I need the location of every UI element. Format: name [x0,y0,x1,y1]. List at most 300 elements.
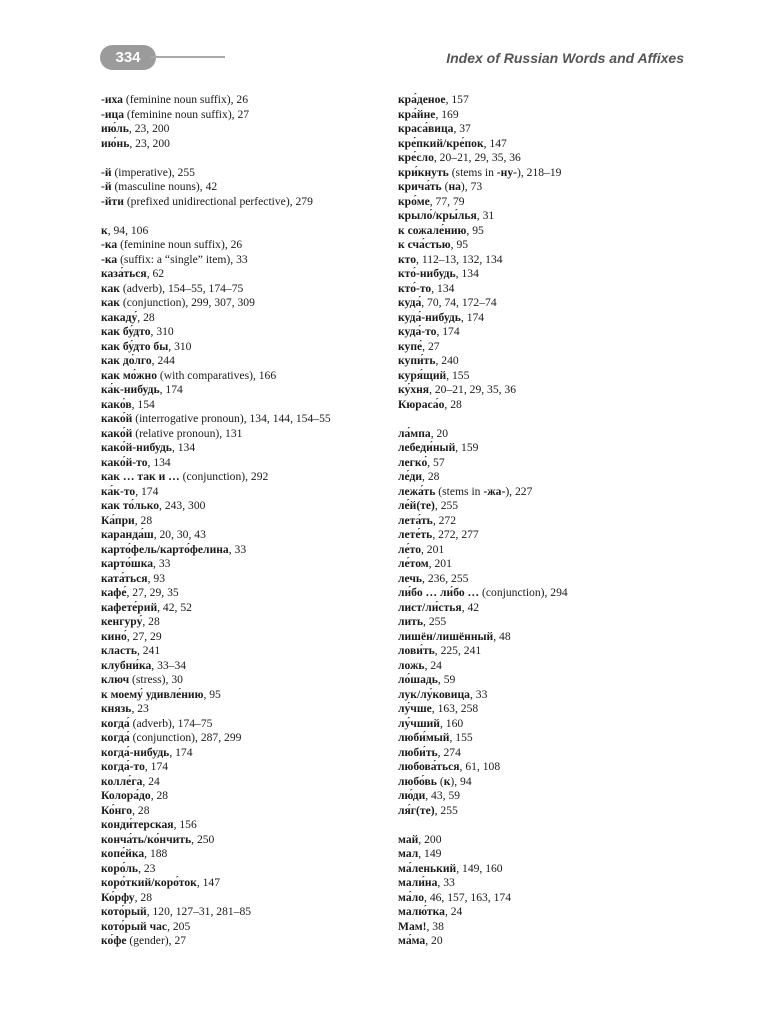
entry-locator: , 43, 59 [425,789,461,802]
index-entry [101,195,391,210]
index-entry [398,601,688,616]
entry-headword: ию́нь [101,136,130,150]
index-entry [101,746,391,761]
index-entry [101,920,391,935]
entry-locator: (stress), 30 [129,673,183,686]
entry-headword: ло́шадь [398,673,438,686]
entry-locator: , 28 [137,310,155,324]
entry-headword: -иха [101,93,123,106]
entry-locator: (conjunction), 287, 299 [129,731,242,744]
entry-locator: (with comparatives), 166 [157,368,277,382]
entry-headword: ля́г(те) [398,803,435,817]
entry-headword: ле́й(те) [398,499,435,512]
index-entry [101,238,391,253]
entry-locator: , 174 [159,383,183,396]
index-entry [101,296,391,311]
entry-locator: , 20 [430,426,449,440]
entry-headword: -ка [101,252,118,266]
entry-headword: крича́ть [398,180,442,193]
entry-locator: , 33 [437,876,455,889]
entry-inline-bold: -ну- [496,165,517,179]
entry-headword: краса́вица [398,122,454,135]
entry-locator: , 274 [437,745,461,759]
entry-locator: , 31 [476,209,495,222]
entry-headword: май [398,832,419,846]
page-header [0,0,783,80]
entry-locator: , 23 [131,702,149,715]
entry-headword: купе́ [398,339,423,353]
entry-locator: , 27, 29, 35 [126,586,179,599]
index-entry [101,905,391,920]
index-entry [101,224,391,239]
index-entry [101,847,391,862]
index-entry [398,557,688,572]
entry-headword: к моему́ удивле́нию [101,687,204,701]
entry-locator: (suffix: a “single” item), 33 [117,252,248,266]
entry-locator: , 201 [421,542,445,556]
entry-locator: (adverb), 154–55, 174–75 [119,281,244,295]
entry-locator: , 42 [461,600,480,614]
entry-headword: ложь [398,658,425,672]
entry-headword: ле́ди [398,470,423,483]
entry-headword: ма́ло [398,890,425,904]
entry-headword: лежа́ть [398,484,436,498]
entry-headword: лебеди́ный [398,441,456,454]
entry-locator: , 134 [455,267,479,280]
entry-headword: ле́то [398,542,421,556]
index-entry [101,717,391,732]
entry-headword: кто [398,252,417,266]
entry-locator: (feminine noun suffix), 26 [117,238,243,251]
entry-locator: , 28 [134,513,153,527]
entry-locator: , 255 [423,615,447,628]
index-entry [101,282,391,297]
index-entry [398,398,688,413]
entry-headword: -ица [101,107,125,121]
index-entry [398,224,688,239]
index-entry [101,456,391,471]
entry-headword: какаду́ [101,310,138,324]
entry-headword: князь [101,702,132,715]
index-entry [101,267,391,282]
entry-headword: Мам! [398,919,427,933]
entry-locator: (masculine nouns), 42 [111,180,218,193]
entry-locator: , 23 [138,861,156,875]
entry-locator: (на), 73 [441,180,483,193]
entry-headword: како́в [101,397,132,411]
index-entry [101,688,391,703]
index-entry [398,267,688,282]
entry-locator: , 20 [425,934,443,947]
entry-headword: како́й [101,412,133,425]
index-entry [398,383,688,398]
entry-locator: , 310 [168,339,192,353]
entry-locator: , 255 [434,803,458,817]
index-entry [398,615,688,630]
index-entry [101,166,391,181]
index-entry [101,485,391,500]
index-entry [101,543,391,558]
index-entry [101,441,391,456]
entry-headword: ли́бо … ли́бо … [398,586,480,599]
index-entry [398,630,688,645]
index-entry [398,731,688,746]
index-entry [398,717,688,732]
entry-headword: люби́мый [398,731,450,744]
entry-locator: , 134 [171,441,196,454]
entry-headword: колле́га [101,774,143,788]
index-entry [398,543,688,558]
entry-headword: Ко́рфу [101,890,135,904]
entry-locator: , 160 [440,716,464,730]
entry-headword: коро́ткий/коро́ток [101,876,197,889]
index-entry [398,673,688,688]
index-entry [101,833,391,848]
entry-locator: , 38 [426,919,444,933]
entry-locator: , 272, 277 [432,528,479,541]
entry-headword: Ко́нго [101,803,133,817]
entry-headword: Кюраса́о [398,397,445,411]
entry-inline-bold: на [448,180,461,193]
entry-locator: , 24 [444,905,463,918]
index-entry [101,470,391,485]
entry-headword: кра́деное [398,93,446,106]
index-entry [398,514,688,529]
entry-headword: куда́-то [398,325,437,338]
entry-locator: (к), 94 [436,774,472,788]
entry-inline-bold: к [443,774,451,788]
index-entry [398,427,688,442]
index-entry [398,644,688,659]
index-entry [398,702,688,717]
entry-locator: , 163, 258 [431,702,479,715]
entry-headword: куря́щий [398,368,447,382]
index-entry [398,760,688,775]
entry-locator: , 174 [169,745,193,759]
entry-headword: куда́-нибудь [398,310,461,324]
entry-headword: когда́ [101,716,130,730]
index-entry [398,209,688,224]
index-entry [101,702,391,717]
entry-headword: како́й-нибудь [101,441,172,454]
entry-headword: ла́мпа [398,426,431,440]
index-entry [101,557,391,572]
entry-locator: , 134 [147,455,171,469]
entry-headword: когда́-нибудь [101,745,170,759]
entry-locator: , 28 [134,890,152,904]
index-entry [101,644,391,659]
entry-locator: , 61, 108 [459,760,501,773]
index-entry [398,354,688,369]
index-entry [101,804,391,819]
entry-headword: -й [101,180,112,193]
entry-locator: , 95 [466,223,484,237]
entry-headword: лечь [398,571,423,585]
entry-headword: лишён/лишённый [398,629,494,643]
index-entry [101,122,391,137]
entry-locator: (feminine noun suffix), 27 [124,107,250,121]
index-entry [101,673,391,688]
index-entry [398,151,688,166]
entry-headword: как то́лько [101,499,160,512]
entry-locator: (prefixed unidirectional perfective), 279 [123,194,313,208]
entry-locator: (interrogative pronoun), 134, 144, 154–55 [132,412,331,425]
index-entry [101,731,391,746]
index-entry [398,93,688,108]
entry-locator: , 94, 106 [107,223,149,237]
entry-headword: ключ [101,673,130,686]
entry-locator: , 24 [424,658,442,672]
entry-headword: малю́тка [398,905,445,918]
entry-headword: ле́том [398,557,429,570]
entry-locator: , 240 [435,354,459,367]
entry-locator: , 236, 255 [422,571,469,585]
index-entry [101,659,391,674]
entry-locator: , 174 [460,310,485,324]
entry-headword: крыло́/кры́лья [398,209,477,222]
entry-headword: лете́ть [398,528,433,541]
index-entry [101,137,391,152]
index-entry [101,354,391,369]
entry-headword: ма́ма [398,934,426,947]
entry-locator: , 147 [196,876,220,889]
index-entry [101,630,391,645]
entry-headword: как [101,296,120,309]
entry-headword: кро́ме [398,194,430,208]
entry-headword: клубни́ка [101,658,152,672]
entry-locator: , 33 [469,687,488,701]
index-entry [101,789,391,804]
entry-locator: , 200 [418,832,442,846]
entry-locator: , 243, 300 [159,499,206,512]
entry-headword: конди́терская [101,818,174,831]
entry-locator: (imperative), 255 [111,165,195,179]
index-entry [398,238,688,253]
entry-locator: , 23, 200 [128,122,170,135]
index-entry [101,876,391,891]
index-entry [398,934,688,949]
index-entry [398,108,688,123]
entry-locator: , 155 [446,368,470,382]
entry-headword: кино́ [101,629,127,643]
entry-locator: , 28 [444,397,462,411]
index-entry [101,601,391,616]
entry-headword: ма́ленький [398,861,457,875]
entry-locator: , 147 [483,136,507,150]
entry-headword: кре́сло [398,151,434,164]
entry-headword: кото́рый час [101,919,168,933]
entry-locator: , 174 [144,760,169,773]
entry-locator: (adverb), 174–75 [129,716,213,730]
entry-locator: , 20–21, 29, 35, 36 [429,383,517,396]
index-entry [101,180,391,195]
index-entry [101,891,391,906]
entry-locator: , 120, 127–31, 281–85 [146,905,252,918]
index-entry [398,789,688,804]
entry-headword: как [101,281,120,295]
entry-headword: к [101,223,108,237]
entry-locator: (stems in -ну-), 218–19 [448,165,562,179]
entry-headword: лук/лу́ковица [398,687,470,701]
index-entry [101,93,391,108]
entry-headword: как мо́жно [101,368,158,382]
entry-locator: , 149 [418,847,442,860]
entry-locator: , 27, 29 [126,629,162,643]
entry-headword: как бу́дто бы [101,339,169,353]
entry-locator: , 157 [445,93,469,106]
running-title: Index of Russian Words and Affixes [446,50,684,66]
entry-locator: , 95 [203,687,221,701]
entry-locator: , 255 [434,499,459,512]
entry-headword: класть [101,644,137,657]
index-entry [398,905,688,920]
entry-locator: , 42, 52 [157,600,192,614]
entry-headword: ку́хня [398,383,430,396]
index-entry [398,804,688,819]
index-entry [101,398,391,413]
index-entry [398,166,688,181]
entry-headword: любова́ться [398,760,460,773]
index-entry [101,325,391,340]
entry-headword: лу́чше [398,702,432,715]
entry-locator: , 33 [228,542,247,556]
index-entry [101,615,391,630]
index-entry [398,325,688,340]
index-entry [398,122,688,137]
index-entry [101,427,391,442]
entry-locator: , 155 [449,731,473,744]
entry-headword: куда́ [398,296,422,309]
entry-locator: , 244 [151,354,175,367]
entry-headword: кри́кнуть [398,165,449,179]
entry-headword: копе́йка [101,847,145,860]
entry-headword: -й [101,165,112,179]
index-entry [398,137,688,152]
entry-locator: , 112–13, 132, 134 [416,252,503,266]
entry-headword: когда́-то [101,760,145,773]
entry-headword: лить [398,615,424,628]
entry-locator: , 188 [144,847,168,860]
index-entry [101,572,391,587]
index-entry [101,514,391,529]
entry-locator: , 62 [146,267,165,280]
index-entry [398,311,688,326]
entry-headword: как … так и … [101,470,180,483]
entry-locator: , 134 [431,281,455,295]
entry-headword: ка́к-то [101,484,136,498]
index-entry [101,383,391,398]
entry-headword: Колора́до [101,789,151,802]
entry-locator: (conjunction), 292 [179,470,269,483]
page-number-badge: 334 [100,45,156,70]
entry-locator: , 77, 79 [429,194,465,208]
index-entry [398,470,688,485]
index-entry [101,499,391,514]
entry-headword: кото́рый [101,905,147,918]
index-entry [398,180,688,195]
entry-locator: , 201 [428,557,452,570]
index-entry [101,818,391,833]
entry-locator: , 159 [455,441,479,454]
index-entry [101,253,391,268]
entry-headword: ка́к-нибудь [101,383,160,396]
entry-locator: , 174 [135,484,159,498]
entry-headword: как бу́дто [101,325,151,338]
index-entry [398,441,688,456]
index-entry [398,572,688,587]
entry-headword: ката́ться [101,571,148,585]
index-entry [398,282,688,297]
entry-headword: кто́-нибудь [398,267,456,280]
entry-locator: , 241 [136,644,161,657]
index-entry [398,688,688,703]
entry-locator: , 46, 157, 163, 174 [424,890,511,904]
entry-headword: ию́ль [101,122,129,135]
index-entry [398,833,688,848]
entry-locator: , 33 [153,557,171,570]
index-entry [398,369,688,384]
index-entry [101,311,391,326]
entry-locator: , 28 [142,615,160,628]
entry-headword: Ка́при [101,513,135,527]
entry-locator: , 59 [437,673,456,686]
entry-locator: , 93 [147,571,165,585]
index-column-right [398,93,688,949]
entry-headword: как до́лго [101,354,152,367]
entry-headword: купи́ть [398,354,436,367]
entry-headword: ко́фе [101,934,127,947]
entry-headword: кафе́ [101,586,127,599]
entry-headword: -ка [101,238,118,251]
entry-locator: , 149, 160 [456,861,503,875]
entry-locator: , 174 [436,325,460,338]
index-entry [101,760,391,775]
entry-locator: , 225, 241 [434,644,482,657]
index-entry [398,586,688,601]
entry-locator: , 48 [493,629,511,643]
entry-locator: , 33–34 [151,658,187,672]
entry-headword: лу́чший [398,716,440,730]
entry-headword: кенгуру́ [101,615,143,628]
entry-inline-bold: -жа- [483,484,506,498]
index-entry [398,296,688,311]
index-entry [398,847,688,862]
entry-headword: коро́ль [101,861,139,875]
entry-locator: , 156 [173,818,197,831]
entry-locator: , 24 [142,774,160,788]
index-entry [398,340,688,355]
entry-headword: карто́шка [101,557,154,570]
entry-locator: , 27 [422,339,440,353]
entry-locator: , 28 [422,470,440,483]
entry-headword: каранда́ш [101,528,154,541]
entry-headword: кра́йне [398,107,436,121]
index-entry [398,876,688,891]
entry-locator: , 20–21, 29, 35, 36 [433,151,521,164]
index-entry [101,862,391,877]
index-entry [398,195,688,210]
entry-headword: любо́вь [398,774,437,788]
index-entry [398,456,688,471]
index-entry [101,412,391,427]
entry-locator: , 169 [435,107,459,121]
entry-headword: кафете́рий [101,600,158,614]
index-entry [398,659,688,674]
index-entry [101,934,391,949]
index-entry [398,499,688,514]
entry-headword: конча́ть/ко́нчить [101,832,192,846]
index-entry [398,253,688,268]
